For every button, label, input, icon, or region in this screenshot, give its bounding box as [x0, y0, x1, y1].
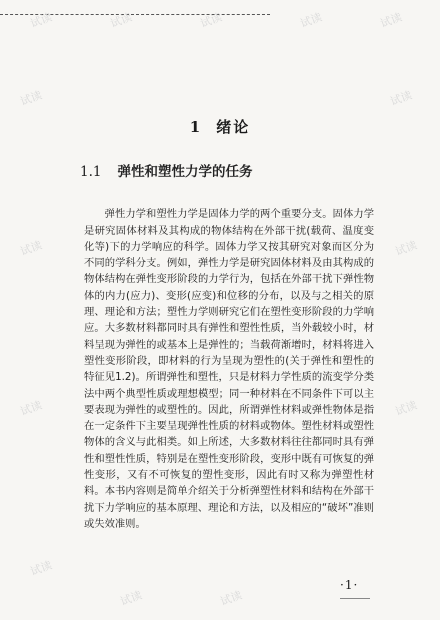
- watermark: 试读: [198, 10, 224, 31]
- watermark: 试读: [393, 398, 419, 419]
- watermark: 试读: [18, 398, 44, 419]
- watermark: 试读: [393, 238, 419, 259]
- chapter-title-text: 绪论: [216, 118, 251, 136]
- watermark: 试读: [28, 10, 54, 31]
- watermark: 试读: [18, 88, 44, 109]
- section-title-text: 弹性和塑性力学的任务: [117, 164, 253, 180]
- body-paragraph: 弹性力学和塑性力学是固体力学的两个重要分支。固体力学是研究固体材料及其构成的物体结构在外部干扰(载荷、温度变化等)下的力学响应的科学。固体力学又按其研究对象而区分为不同的学科分支。例如，弹性力学是研究固体材料及由其构成的物体结构在弹性变形阶段的力学行为，包括在外部干扰下弹性物体的内力(应力)、变形(应变)和位移的分布，以及与之相关的原理、理论和方法；塑性力学则研究它们在塑性变形阶段的力学响应。大多数材料都同时具有弹性和塑性性质，当外载较小时，材料呈现为弹性的或基本上是弹性的；当载荷渐增时，材料将进入塑性变形阶段，即材料的行为呈现为塑性的(关于弹性和塑性的特征见1.2)。所谓弹性和塑性，只是材料力学性质的流变学分类法中两个典型性质或理想模型；同一种材料在不同条件下可以主要表现为弹性的或塑性的。因此，所谓弹性材料或弹性物体是指在一定条件下主要呈现弹性性质的材料或物体。塑性材料或塑性物体的含义与此相类。如上所述，大多数材料往往都同时具有弹性和塑性性质，特别是在塑性变形阶段，变形中既有可恢复的弹性变形，又有不可恢复的塑性变形，因此有时又称为弹塑性材料。本书内容则是简单介绍关于分析弹塑性材料和结构在外部干扰下力学响应的基本原理、理论和方法，以及相应的“破坏”准则或失效准则。: [84, 208, 374, 530]
- section-number: 1.1: [80, 164, 102, 180]
- watermark: 试读: [108, 10, 134, 31]
- watermark: 试读: [18, 238, 44, 259]
- footer-rule: [340, 598, 370, 599]
- watermark: 试读: [118, 588, 144, 609]
- chapter-number: 1: [189, 118, 203, 136]
- watermark: 试读: [298, 10, 324, 31]
- chapter-title: [0, 116, 440, 137]
- watermark: 试读: [218, 588, 244, 609]
- page-number: ·1·: [340, 578, 359, 592]
- watermark: 试读: [28, 558, 54, 579]
- watermark: 试读: [388, 88, 414, 109]
- watermark: 试读: [378, 10, 404, 31]
- section-title: [80, 160, 252, 180]
